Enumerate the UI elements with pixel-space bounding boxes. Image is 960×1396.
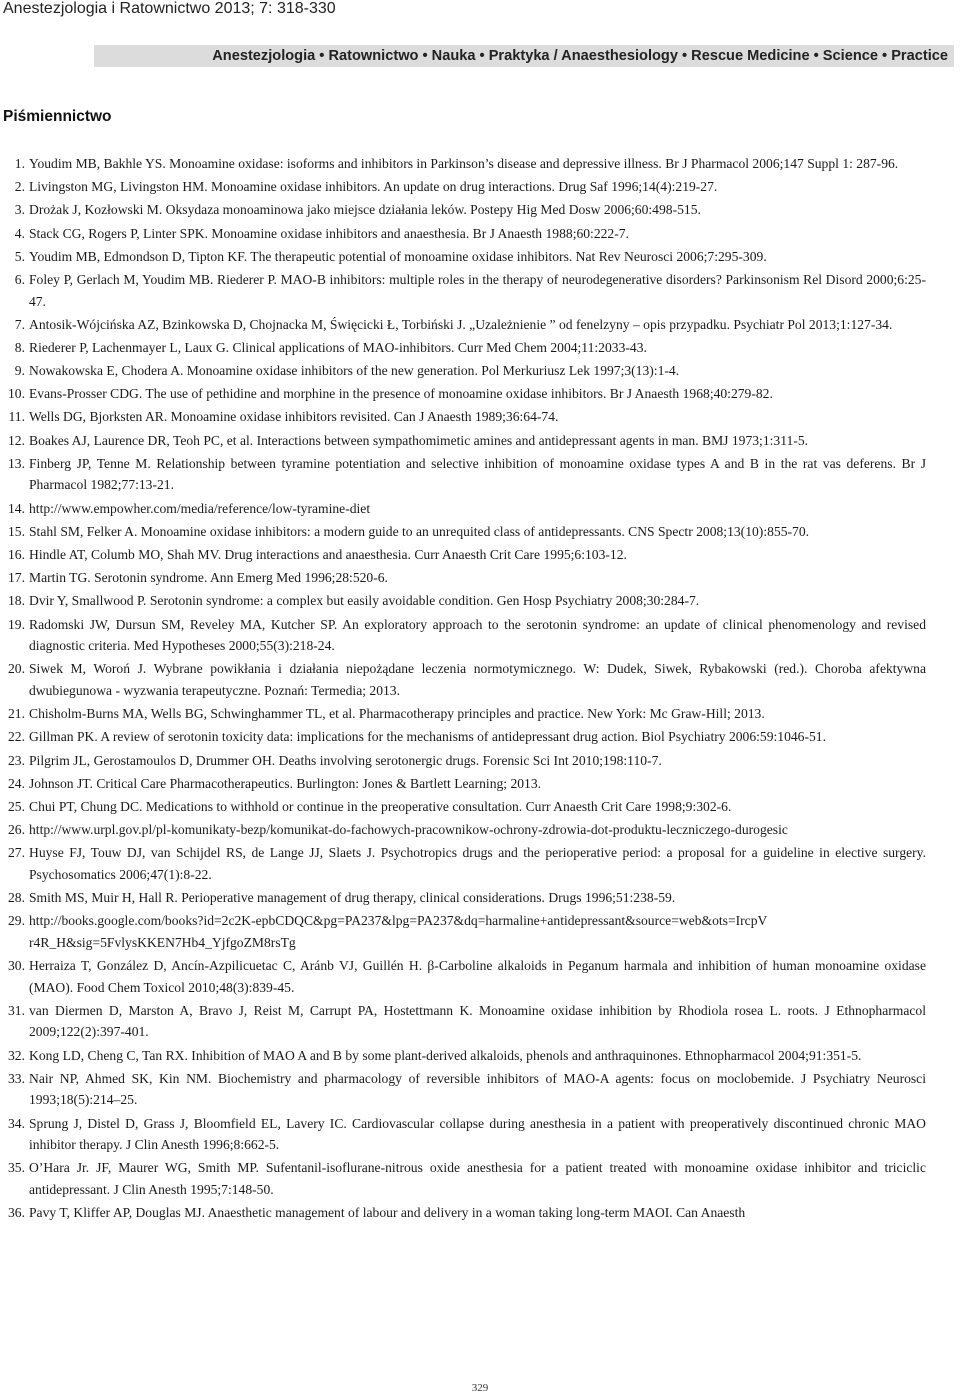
reference-text: Boakes AJ, Laurence DR, Teoh PC, et al. Interactions between sympathomimetic amines and antidepressant agents in man. BMJ 1973;1:311-5. <box>29 432 809 448</box>
reference-number: 25. <box>8 798 25 814</box>
reference-text: http://www.empowher.com/media/reference/low-tyramine-diet <box>29 500 371 516</box>
reference-item <box>0 406 926 428</box>
reference-item <box>0 246 926 268</box>
reference-number: 15. <box>8 523 25 539</box>
reference-item <box>0 453 926 496</box>
reference-number: 24. <box>8 775 25 791</box>
reference-text: Antosik-Wójcińska AZ, Bzinkowska D, Chojnacka M, Święcicki Ł, Torbiński J. „Uzależnienie ” od fenelzyny – opis przypadku. Psychiatr Pol 2013;1:127-34. <box>29 316 893 332</box>
reference-text: Chisholm-Burns MA, Wells BG, Schwinghammer TL, et al. Pharmacotherapy principles and practice. New York: Mc Graw-Hill; 2013. <box>29 706 765 722</box>
reference-number: 22. <box>8 729 25 745</box>
reference-item <box>0 567 926 589</box>
reference-number: 11. <box>8 409 25 425</box>
reference-text: Livingston MG, Livingston HM. Monoamine oxidase inhibitors. An update on drug interactions. Drug Saf 1996;14(4):219-27. <box>29 179 718 195</box>
reference-item <box>0 360 926 382</box>
reference-text: Stack CG, Rogers P, Linter SPK. Monoamine oxidase inhibitors and anaesthesia. Br J Anaesth 1988;60:222-7. <box>29 225 629 241</box>
reference-text: Dvir Y, Smallwood P. Serotonin syndrome: a complex but easily avoidable condition. Gen Hosp Psychiatry 2008;30:284-7. <box>29 593 700 609</box>
reference-text: Siwek M, Woroń J. Wybrane powikłania i działania niepożądane leczenia normotymicznego. W: Dudek, Siwek, Rybakowski (red.). Choroba afektywna dwubiegunowa - wyzwania terapeutyczne. Poznań: Termedia; 2013. <box>29 661 926 698</box>
reference-number: 36. <box>8 1205 25 1221</box>
reference-item <box>0 796 926 818</box>
reference-number: 1. <box>14 156 25 171</box>
reference-text: Nowakowska E, Chodera A. Monoamine oxidase inhibitors of the new generation. Pol Merkuriusz Lek 1997;3(13):1-4. <box>29 363 680 379</box>
reference-item <box>0 1068 926 1111</box>
reference-text: Finberg JP, Tenne M. Relationship between tyramine potentiation and selective inhibition of monoamine oxidase types A and B in the rat vas deferens. Br J Pharmacol 1982;77:13-21. <box>29 455 926 493</box>
reference-text: Drożak J, Kozłowski M. Oksydaza monoaminowa jako miejsce działania leków. Postepy Hig Med Dosw 2006;60:498-515. <box>29 202 701 218</box>
reference-item <box>0 223 926 245</box>
reference-number: 18. <box>8 593 25 609</box>
reference-text: van Diermen D, Marston A, Bravo J, Reist M, Carrupt PA, Hostettmann K. Monoamine oxidase inhibition by Rhodiola rosea L. roots. J Ethnopharmacol 2009;122(2):397-401. <box>29 1002 926 1040</box>
reference-number: 6. <box>14 271 25 287</box>
reference-item <box>0 544 926 566</box>
reference-number: 31. <box>8 1002 25 1018</box>
reference-item <box>0 773 926 795</box>
reference-text: http://www.urpl.gov.pl/pl-komunikaty-bezp/komunikat-do-fachowych-pracownikow-ochrony-zdrowia-dot-produktu-leczniczego-durogesic <box>29 822 788 838</box>
reference-number: 12. <box>8 432 25 448</box>
reference-number: 7. <box>14 316 25 332</box>
reference-text: Smith MS, Muir H, Hall R. Perioperative management of drug therapy, clinical considerations. Drugs 1996;51:238-59. <box>29 890 676 906</box>
reference-item <box>0 614 926 657</box>
reference-number: 34. <box>8 1115 25 1131</box>
reference-number: 4. <box>14 225 25 241</box>
reference-item <box>0 1157 926 1200</box>
reference-text: Johnson JT. Critical Care Pharmacotherapeutics. Burlington: Jones & Bartlett Learning; 2013. <box>29 775 542 791</box>
reference-number: 35. <box>8 1160 25 1176</box>
reference-text: Foley P, Gerlach M, Youdim MB. Riederer P. MAO-B inhibitors: multiple roles in the therapy of neurodegenerative disorders? Parkinsonism Rel Disord 2000;6:25-47. <box>29 271 926 309</box>
reference-text: Pilgrim JL, Gerostamoulos D, Drummer OH. Deaths involving serotonergic drugs. Forensic Sci Int 2010;198:110-7. <box>29 752 662 768</box>
reference-item <box>0 658 926 701</box>
reference-item <box>0 153 926 175</box>
reference-number: 5. <box>14 248 25 264</box>
journal-citation: Anestezjologia i Ratownictwo 2013; 7: 318-330 <box>3 0 336 17</box>
section-title: Piśmiennictwo <box>3 108 112 125</box>
reference-text: http://books.google.com/books?id=2c2K-epbCDQC&pg=PA237&lpg=PA237&dq=harmaline+antidepressant&source=web&ots=IrcpV r4R_H&sig=5FvlysKKEN7Hb4_YjfgoZM8rsTg <box>29 913 768 950</box>
reference-item <box>0 498 926 520</box>
reference-list <box>0 153 960 1225</box>
reference-text: Wells DG, Bjorksten AR. Monoamine oxidase inhibitors revisited. Can J Anaesth 1989;36:64-74. <box>29 409 559 425</box>
reference-text: Herraiza T, González D, Ancín-Azpilicuetac C, Aránb VJ, Guillén H. β-Carboline alkaloids in Peganum harmala and inhibition of human monoamine oxidase (MAO). Food Chem Toxicol 2010;48(3):839-45. <box>29 958 926 995</box>
reference-number: 19. <box>8 616 25 632</box>
reference-text: Stahl SM, Felker A. Monoamine oxidase inhibitors: a modern guide to an unrequited class of antidepressants. CNS Spectr 2008;13(10):855-70. <box>29 523 810 539</box>
reference-number: 27. <box>8 845 25 861</box>
reference-text: Riederer P, Lachenmayer L, Laux G. Clinical applications of MAO-inhibitors. Curr Med Chem 2004;11:2033-43. <box>29 339 647 355</box>
reference-item <box>0 314 926 336</box>
reference-item <box>0 337 926 359</box>
reference-text: Martin TG. Serotonin syndrome. Ann Emerg Med 1996;28:520-6. <box>29 570 388 586</box>
reference-item <box>0 176 926 198</box>
reference-item <box>0 1113 926 1156</box>
reference-item <box>0 199 926 221</box>
reference-text: Sprung J, Distel D, Grass J, Bloomfield EL, Lavery IC. Cardiovascular collapse during anesthesia in a patient with preoperatively discontinued chronic MAO inhibitor therapy. J Clin Anesth 1996;8:662-5. <box>29 1115 926 1153</box>
reference-number: 29. <box>8 913 25 929</box>
reference-number: 20. <box>8 661 25 677</box>
reference-text: Huyse FJ, Touw DJ, van Schijdel RS, de Lange JJ, Slaets J. Psychotropics drugs and the perioperative period: a proposal for a guideline in elective surgery. Psychosomatics 2006;47(1):8-22. <box>29 845 926 882</box>
reference-item <box>0 750 926 772</box>
reference-number: 13. <box>8 455 25 471</box>
reference-item <box>0 842 926 885</box>
reference-item <box>0 1045 926 1067</box>
reference-text: Nair NP, Ahmed SK, Kin NM. Biochemistry and pharmacology of reversible inhibitors of MAO-A agents: focus on moclobemide. J Psychiatry Neurosci 1993;18(5):214–25. <box>29 1070 926 1108</box>
journal-banner: Anestezjologia • Ratownictwo • Nauka • Praktyka / Anaesthesiology • Rescue Medicine • Science • Practice <box>94 45 954 67</box>
reference-number: 26. <box>8 822 25 838</box>
reference-text: O’Hara Jr. JF, Maurer WG, Smith MP. Sufentanil-isoflurane-nitrous oxide anesthesia for a patient treated with monoamine oxidase inhibitor and triciclic antidepressant. J Clin Anesth 1995;7:148-50. <box>29 1160 926 1197</box>
reference-item <box>0 703 926 725</box>
reference-number: 2. <box>14 179 25 195</box>
reference-number: 16. <box>8 547 25 562</box>
reference-number: 9. <box>14 363 25 379</box>
reference-text: Kong LD, Cheng C, Tan RX. Inhibition of MAO A and B by some plant-derived alkaloids, phenols and anthraquinones. Ethnopharmacol 2004;91:351-5. <box>29 1047 862 1063</box>
reference-number: 30. <box>8 958 25 973</box>
reference-item <box>0 430 926 452</box>
reference-text: Chui PT, Chung DC. Medications to withhold or continue in the preoperative consultation. Curr Anaesth Crit Care 1998;9:302-6. <box>29 798 732 814</box>
reference-item <box>0 269 926 312</box>
reference-text: Pavy T, Kliffer AP, Douglas MJ. Anaesthetic management of labour and delivery in a woman taking long-term MAOI. Can Anaesth <box>29 1205 746 1221</box>
reference-item <box>0 383 926 405</box>
reference-item <box>0 1000 926 1043</box>
reference-item <box>0 590 926 612</box>
reference-number: 28. <box>8 890 25 906</box>
reference-number: 32. <box>8 1047 25 1063</box>
reference-text: Evans-Prosser CDG. The use of pethidine and morphine in the presence of monoamine oxidase inhibitors. Br J Anaesth 1968;40:279-82. <box>29 386 773 402</box>
reference-item <box>0 521 926 543</box>
reference-number: 10. <box>8 386 25 402</box>
reference-number: 3. <box>14 202 25 218</box>
page-number: 329 <box>471 1382 489 1394</box>
reference-number: 14. <box>8 500 25 516</box>
reference-number: 17. <box>8 570 25 586</box>
reference-number: 33. <box>8 1070 25 1086</box>
reference-item <box>0 955 926 998</box>
reference-text: Radomski JW, Dursun SM, Reveley MA, Kutcher SP. An exploratory approach to the serotonin syndrome: an update of clinical phenomenology and revised diagnostic criteria. Med Hypotheses 2000;55(3):218-24. <box>29 616 926 654</box>
reference-text: Gillman PK. A review of serotonin toxicity data: implications for the mechanisms of antidepressant drug action. Biol Psychiatry 2006:59:1046-51. <box>29 729 826 745</box>
reference-number: 23. <box>8 752 25 768</box>
reference-number: 8. <box>14 339 25 355</box>
reference-text: Youdim MB, Bakhle YS. Monoamine oxidase: isoforms and inhibitors in Parkinson’s disease and depressive illness. Br J Pharmacol 2006;147 Suppl 1: 287-96. <box>29 156 899 171</box>
reference-item <box>0 1202 926 1224</box>
reference-item <box>0 910 926 953</box>
reference-item <box>0 887 926 909</box>
reference-item <box>0 819 926 841</box>
reference-text: Hindle AT, Columb MO, Shah MV. Drug interactions and anaesthesia. Curr Anaesth Crit Care 1995;6:103-12. <box>29 547 627 562</box>
reference-number: 21. <box>8 706 25 722</box>
reference-item <box>0 726 926 748</box>
reference-text: Youdim MB, Edmondson D, Tipton KF. The therapeutic potential of monoamine oxidase inhibitors. Nat Rev Neurosci 2006;7:295-309. <box>29 248 767 264</box>
